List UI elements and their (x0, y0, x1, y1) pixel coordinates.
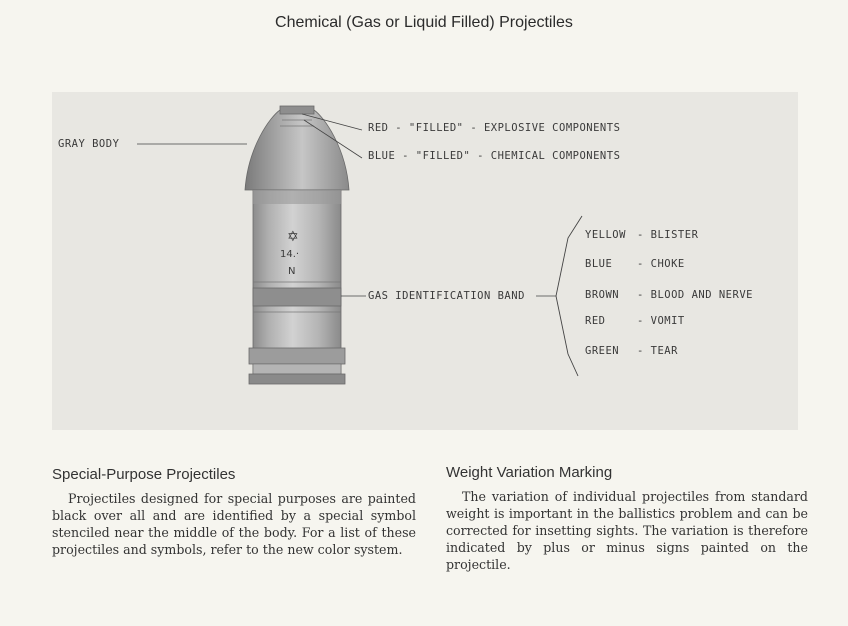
gas-color-name: YELLOW (585, 229, 626, 241)
gas-color-name: GREEN (585, 345, 620, 357)
gas-color-meaning: - VOMIT (637, 315, 685, 327)
gas-color-name: RED (585, 315, 606, 327)
shell-marking-symbol: ✡ (287, 229, 299, 245)
label-blue-filled: BLUE - "FILLED" - CHEMICAL COMPONENTS (368, 150, 621, 162)
section-heading-special-purpose: Special-Purpose Projectiles (52, 466, 236, 483)
section-heading-weight-variation: Weight Variation Marking (446, 464, 613, 481)
gas-identification-band (253, 288, 341, 306)
rotating-band (249, 348, 345, 364)
page-title: Chemical (Gas or Liquid Filled) Projectiles (275, 14, 573, 31)
projectile-base (249, 374, 345, 384)
gas-color-name: BLUE (585, 258, 613, 270)
projectile-fuze (280, 106, 314, 114)
gas-color-meaning: - TEAR (637, 345, 678, 357)
shell-marking-letter: N (288, 266, 296, 277)
gas-color-bracket (556, 216, 582, 376)
section-body-weight-variation: The variation of individual projectiles from standard weight is important in the ballistics problem and can be corrected for insetting sights. The variation is therefore indicated by plus or minus signs painted on the projectile. (446, 489, 808, 572)
gas-color-meaning: - CHOKE (637, 258, 685, 270)
projectile-drawing (52, 92, 798, 430)
projectile-diagram (52, 92, 798, 430)
label-red-filled: RED - "FILLED" - EXPLOSIVE COMPONENTS (368, 122, 621, 134)
shell-marking-weight: 14.· (280, 249, 300, 260)
label-gray-body: GRAY BODY (58, 138, 120, 150)
gas-color-meaning: - BLISTER (637, 229, 699, 241)
label-gas-identification-band: GAS IDENTIFICATION BAND (368, 290, 525, 302)
gas-color-meaning: - BLOOD AND NERVE (637, 289, 753, 301)
section-body-special-purpose: Projectiles designed for special purposes are painted black over all and are identified by a special symbol stenciled near the middle of the body. For a list of these projectiles and symbols, refer to the new color system. (52, 491, 416, 557)
gas-color-name: BROWN (585, 289, 620, 301)
